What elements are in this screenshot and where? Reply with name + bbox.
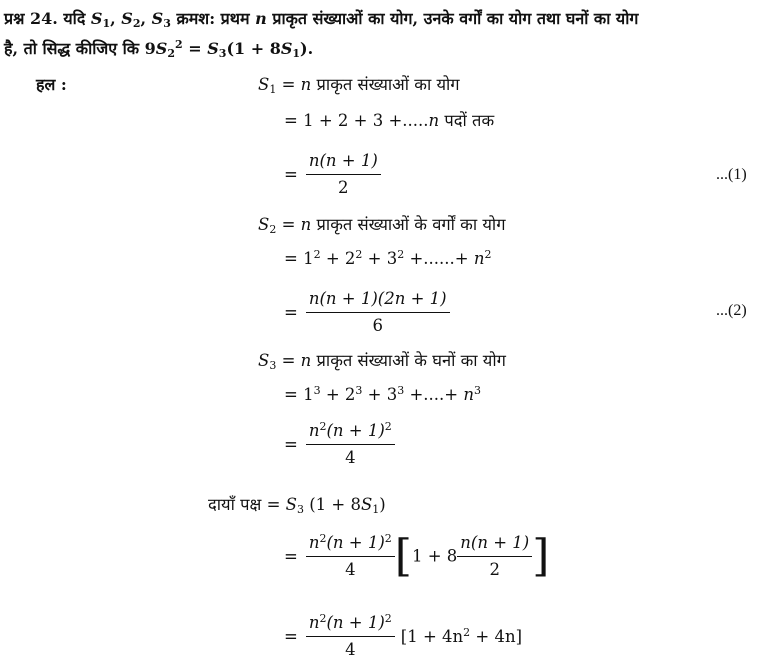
s1-definition: $S_1 = n$ प्राकृत संख्याओं का योग	[258, 75, 460, 96]
s2-formula: = $\frac{n(n + 1)(2n + 1)}{6}$	[284, 288, 450, 337]
s3-formula: = $\frac{n^2(n + 1)^2}{4}$	[284, 420, 395, 469]
rhs-simplified-fraction: $\frac{n^2(n + 1)^2}{4}$	[306, 612, 395, 661]
equation-tag-2: ...(2)	[716, 302, 747, 319]
s2-series: = $1^2 + 2^2 + 3^2$ +......+ $n^2$	[284, 248, 492, 268]
question-line-2: है, तो सिद्ध कीजिए कि $9S_2^2 = S_3(1 + 8S_1)$.	[4, 38, 314, 60]
question-number: प्रश्न 24.	[4, 9, 58, 28]
s1-series: = 1 + 2 + 3 +.....n पदों तक	[284, 111, 495, 130]
question-line-1: प्रश्न 24. यदि $S_1$, $S_2$, $S_3$ क्रमश: प्रथम n प्राकृत संख्याओं का योग, उनके वर्गों का योग तथा घनों का योग	[4, 9, 639, 30]
s2-definition: $S_2 = n$ प्राकृत संख्याओं के वर्गों का योग	[258, 215, 506, 236]
equation-tag-1: ...(1)	[716, 166, 747, 183]
s1-fraction: $\frac{n(n + 1)}{2}$	[306, 150, 381, 199]
s3-definition: $S_3 = n$ प्राकृत संख्याओं के घनों का योग	[258, 351, 506, 372]
rhs-fraction: $\frac{n^2(n + 1)^2}{4}$	[306, 532, 395, 581]
s3-series: = $1^3 + 2^3 + 3^3$ +....+ $n^3$	[284, 384, 481, 404]
solution-label: हल :	[36, 75, 67, 94]
s1-formula: = $\frac{n(n + 1)}{2}$	[284, 150, 381, 199]
s3-fraction: $\frac{n^2(n + 1)^2}{4}$	[306, 420, 395, 469]
s2-fraction: $\frac{n(n + 1)(2n + 1)}{6}$	[306, 288, 450, 337]
rhs-expansion: = $\frac{n^2(n + 1)^2}{4}$ [1 + 8 $\frac{n(n + 1)}{2}$ ]	[284, 530, 550, 582]
rhs-simplified: = $\frac{n^2(n + 1)^2}{4}$ $[1 + 4n^2 + 4n]$	[284, 612, 523, 659]
rhs-line: दायाँ पक्ष = $S_3$ $(1 + 8S_1)$	[208, 495, 386, 516]
